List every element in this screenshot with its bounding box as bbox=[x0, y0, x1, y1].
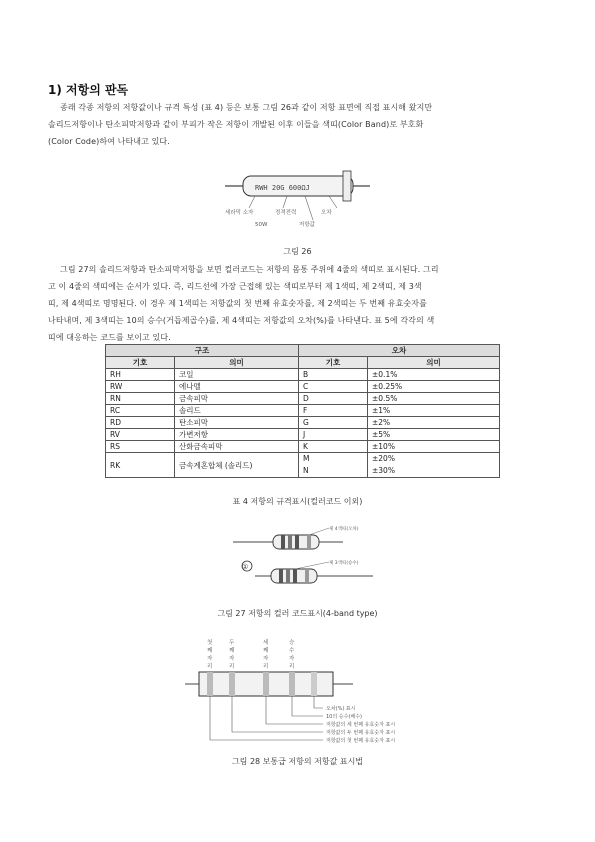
table-header-tmeaning: 의미 bbox=[368, 357, 500, 369]
table-cell-line: N bbox=[303, 466, 309, 475]
paragraph-line: 띠에 대응하는 코드를 보이고 있다. bbox=[48, 333, 171, 342]
fig28-col-label: 리 bbox=[263, 664, 269, 670]
table-cell: 탄소피막 bbox=[175, 417, 299, 429]
table-cell: RK bbox=[106, 453, 175, 478]
table-cell: F bbox=[299, 405, 368, 417]
table-cell: 가변저항 bbox=[175, 429, 299, 441]
table-cell: RS bbox=[106, 441, 175, 453]
table-cell: K bbox=[299, 441, 368, 453]
table-cell bbox=[368, 453, 500, 478]
fig28-col-label: 수 bbox=[289, 648, 295, 654]
paragraph-line: 고 이 4줄의 색띠에는 순서가 있다. 즉, 리드선에 가장 근접해 있는 색띠로부터 제 1색띠, 제 2색띠, 제 3색 bbox=[48, 282, 422, 291]
table-cell: C bbox=[299, 381, 368, 393]
fig28-col-label: 자 bbox=[207, 656, 213, 662]
fig28-col-label: 자 bbox=[263, 656, 269, 662]
fig28-legend: 오차(%) 표시 bbox=[326, 706, 356, 712]
table-row bbox=[106, 369, 500, 381]
table-cell: 코일 bbox=[175, 369, 299, 381]
label-tolerance: 오차 bbox=[321, 210, 332, 216]
table-cell: J bbox=[299, 429, 368, 441]
paragraph-line: 그림 27의 솔리드저항과 탄소피막저항을 보면 컬러코드는 저항의 몸통 주위에 4줄의 색띠로 표시된다. 그리 bbox=[60, 265, 439, 274]
table-4-caption: 표 4 저항의 규격표시(컬러코드 이외) bbox=[232, 497, 363, 506]
fig28-col-label: 째 bbox=[263, 648, 269, 654]
table-cell: ±1% bbox=[368, 405, 500, 417]
table-cell: RC bbox=[106, 405, 175, 417]
table-cell: 솔리드 bbox=[175, 405, 299, 417]
table-cell: ±0.1% bbox=[368, 369, 500, 381]
spec-table bbox=[105, 344, 500, 478]
table-header-tcode: 기호 bbox=[299, 357, 368, 369]
table-cell: ±5% bbox=[368, 429, 500, 441]
section-heading: 1) 저항의 판독 bbox=[48, 83, 129, 97]
fig28-col-label: 자 bbox=[229, 656, 235, 662]
figure-26-caption: 그림 26 bbox=[283, 247, 312, 256]
table-row bbox=[106, 429, 500, 441]
fig28-col-label: 자 bbox=[289, 656, 295, 662]
figure-27-resistors bbox=[225, 520, 375, 592]
label-rated-power: 정격전력 bbox=[275, 210, 297, 216]
table-cell: B bbox=[299, 369, 368, 381]
figure-26-resistor bbox=[225, 168, 370, 230]
fig28-col-label: 리 bbox=[229, 664, 235, 670]
fig28-legend: 저항값의 세 번째 유효숫자 표시 bbox=[326, 722, 396, 728]
fig28-col-label: 리 bbox=[207, 664, 213, 670]
table-cell: 산화금속피막 bbox=[175, 441, 299, 453]
figure-28-caption: 그림 28 보통급 저항의 저항값 표시법 bbox=[231, 757, 364, 766]
fig28-col-label: 리 bbox=[289, 664, 295, 670]
table-cell: ±2% bbox=[368, 417, 500, 429]
fig27-label-top: 제 4색띠(오차) bbox=[329, 527, 359, 532]
paragraph-line: 솔리드저항이나 탄소피막저항과 같이 부피가 작은 저항이 개발된 이후 이들을 색띠(Color Band)로 부호화 bbox=[48, 120, 424, 129]
table-cell-line: ±20% bbox=[372, 454, 395, 463]
table-cell: ±0.25% bbox=[368, 381, 500, 393]
resistor-marking: RWH 20G 600ΩJ bbox=[255, 184, 310, 192]
paragraph-line: (Color Code)하여 나타내고 있다. bbox=[48, 137, 170, 146]
fig27-marker: ① bbox=[242, 563, 249, 571]
table-cell: 금속피막 bbox=[175, 393, 299, 405]
table-cell: RN bbox=[106, 393, 175, 405]
table-cell: ±10% bbox=[368, 441, 500, 453]
table-cell: RH bbox=[106, 369, 175, 381]
label-watts: 50W bbox=[255, 222, 268, 228]
paragraph-line: 띠, 제 4색띠로 명명된다. 이 경우 제 1색띠는 저항값의 첫 번째 유효숫자를, 제 2색띠는 두 번째 유효숫자를 bbox=[48, 299, 427, 308]
table-group-tolerance: 오차 bbox=[299, 345, 500, 357]
table-row bbox=[106, 417, 500, 429]
table-cell-line: ±30% bbox=[372, 466, 395, 475]
paragraph-color-code bbox=[48, 261, 554, 346]
table-cell: RV bbox=[106, 429, 175, 441]
figure-28-diagram bbox=[185, 634, 450, 744]
table-cell bbox=[299, 453, 368, 478]
figure-27-caption: 그림 27 저항의 컬러 코드표시(4-band type) bbox=[217, 609, 378, 618]
table-cell: 금속계혼합체 (솔리드) bbox=[175, 453, 299, 478]
label-ceramic: 세라믹 소자 bbox=[225, 210, 254, 216]
table-cell: D bbox=[299, 393, 368, 405]
table-row bbox=[106, 405, 500, 417]
fig28-col-label: 승 bbox=[289, 640, 295, 646]
table-header-meaning: 의미 bbox=[175, 357, 299, 369]
table-group-structure: 구조 bbox=[106, 345, 299, 357]
table-row bbox=[106, 453, 500, 478]
table-row bbox=[106, 441, 500, 453]
fig28-legend: 저항값의 첫 번째 유효숫자 표시 bbox=[326, 738, 396, 744]
fig28-legend: 10의 승수(배수) bbox=[326, 714, 363, 720]
table-cell: RW bbox=[106, 381, 175, 393]
fig28-col-label: 세 bbox=[263, 640, 269, 646]
fig28-col-label: 두 bbox=[229, 640, 235, 646]
table-cell: ±0.5% bbox=[368, 393, 500, 405]
table-cell: RD bbox=[106, 417, 175, 429]
fig28-col-label: 째 bbox=[229, 648, 235, 654]
paragraph-line: 나타내며, 제 3색띠는 10의 승수(거듭제곱수)를, 제 4색띠는 저항값의 오차(%)를 나타낸다. 표 5에 각각의 색 bbox=[48, 316, 435, 325]
paragraph-line: 종래 각종 저항의 저항값이나 규격 특성 (표 4) 등은 보통 그림 26과 같이 저항 표면에 직접 표시해 왔지만 bbox=[60, 103, 433, 112]
table-cell-line: M bbox=[303, 454, 310, 463]
table-row bbox=[106, 381, 500, 393]
table-row bbox=[106, 393, 500, 405]
table-header-code: 기호 bbox=[106, 357, 175, 369]
table-cell: 에나멜 bbox=[175, 381, 299, 393]
table-cell: G bbox=[299, 417, 368, 429]
fig28-legend: 저항값의 두 번째 유효숫자 표시 bbox=[326, 730, 396, 736]
paragraph-intro bbox=[48, 99, 554, 150]
label-resistance: 저항값 bbox=[299, 222, 315, 228]
fig27-label-bottom: 제 3색띠(승수) bbox=[329, 561, 359, 566]
fig28-col-label: 째 bbox=[207, 648, 213, 654]
fig28-col-label: 첫 bbox=[207, 640, 213, 646]
